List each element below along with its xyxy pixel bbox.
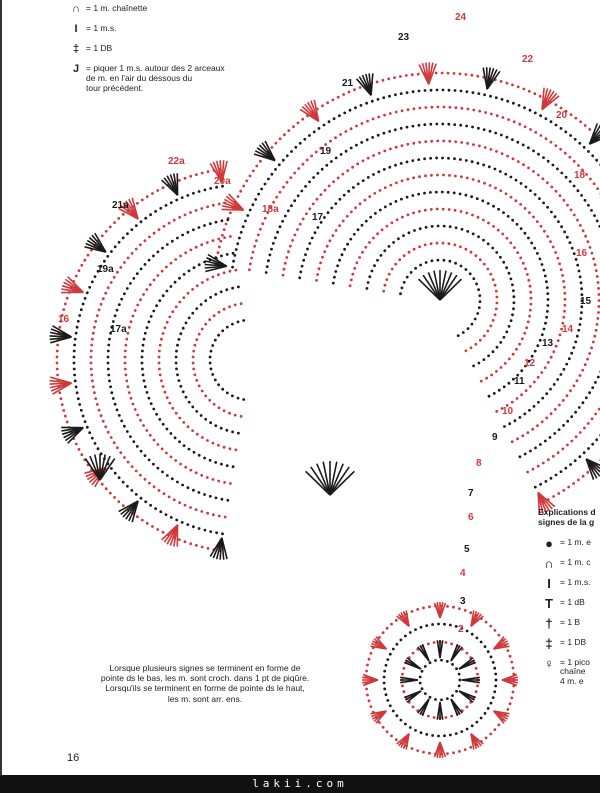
stitch-fan bbox=[306, 461, 355, 495]
chain-stitch-icon: ∩ bbox=[544, 555, 554, 571]
round-label: 4 bbox=[460, 568, 466, 579]
round-label: 15 bbox=[580, 296, 592, 307]
stitch-fan bbox=[418, 644, 429, 661]
chain-stitch-icon: ∩ bbox=[72, 3, 80, 15]
round-label: 5 bbox=[464, 544, 470, 555]
stitch-fan bbox=[404, 691, 421, 702]
stitch-fan bbox=[435, 602, 446, 618]
legend-text: = 1 dB bbox=[560, 596, 585, 607]
legend-item bbox=[68, 64, 225, 93]
stitch-fan bbox=[419, 62, 436, 84]
legend-item bbox=[68, 24, 225, 34]
double-crochet-icon: ‡ bbox=[72, 43, 80, 55]
stitch-fan bbox=[162, 525, 178, 547]
stitch-fan bbox=[437, 702, 442, 720]
stitch-fan bbox=[462, 677, 480, 682]
stitch-fan bbox=[590, 124, 600, 145]
legend-text: = 1 DB bbox=[86, 43, 113, 53]
stitch-fan bbox=[400, 677, 418, 682]
round-label: 21a bbox=[112, 200, 129, 211]
round-label: 6 bbox=[468, 512, 474, 523]
chain-row bbox=[365, 605, 516, 756]
instruction-note: Lorsque plusieurs signes se terminent en forme de pointe ds le bas, les m. sont croch. dans 1 pt de piqûre. Lorsqu'ils se terminent en forme de pointe ds le haut, les m. sont arr. ens. bbox=[100, 663, 310, 704]
round-label: 22 bbox=[522, 54, 534, 65]
round-label: 22a bbox=[168, 156, 185, 167]
round-label: 8 bbox=[476, 458, 482, 469]
stitch-fan bbox=[471, 734, 483, 750]
stitch-fan bbox=[435, 742, 446, 758]
legend-item bbox=[538, 595, 600, 611]
round-label: 17 bbox=[312, 212, 324, 223]
legend-text: = 1 m.s. bbox=[86, 23, 117, 33]
chain-row bbox=[265, 123, 600, 459]
legend-item bbox=[538, 615, 600, 631]
legend-text: = piquer 1 m.s. autour des 2 arceaux de m. en l'air du dessous du tour précédent. bbox=[86, 63, 225, 93]
double-treble-icon: ‡ bbox=[545, 635, 553, 651]
stitch-fan bbox=[362, 675, 378, 686]
page-number: 16 bbox=[67, 752, 80, 764]
stitch-fan bbox=[61, 427, 83, 443]
stitch-fan bbox=[210, 538, 227, 560]
stitch-fan bbox=[451, 699, 462, 716]
chain-row bbox=[209, 319, 245, 401]
round-label: 13 bbox=[542, 338, 554, 349]
treble-icon: † bbox=[545, 615, 553, 631]
round-label: 17a bbox=[110, 324, 127, 335]
legend-text: = 1 m. chaînette bbox=[86, 3, 148, 13]
chain-row bbox=[419, 659, 462, 702]
stitch-fan bbox=[397, 734, 409, 750]
stitch-fan bbox=[254, 141, 275, 161]
round-label: 7 bbox=[468, 488, 474, 499]
round-label: 20a bbox=[214, 176, 231, 187]
legend-right bbox=[538, 508, 600, 696]
stitch-fan bbox=[459, 658, 476, 669]
round-label: 24 bbox=[455, 12, 467, 23]
stitch-fan bbox=[119, 501, 138, 522]
legend-title: Explications d signes de la g bbox=[538, 508, 596, 527]
stitch-fan bbox=[471, 611, 483, 627]
stitch-fan bbox=[502, 675, 518, 686]
stitch-fan bbox=[459, 691, 476, 702]
round-label: 16 bbox=[58, 314, 70, 325]
round-label: 19 bbox=[320, 146, 332, 157]
round-label: 10 bbox=[502, 406, 514, 417]
stitch-fan bbox=[404, 658, 421, 669]
legend-item bbox=[538, 555, 600, 571]
stitch-fan bbox=[494, 711, 510, 723]
hook-under-arch-icon: J bbox=[72, 63, 80, 75]
legend-text: = 1 m. e bbox=[560, 536, 591, 547]
round-label: 18a bbox=[262, 204, 279, 215]
chart-body bbox=[50, 62, 600, 758]
legend-item bbox=[68, 4, 225, 14]
chain-row bbox=[231, 89, 600, 489]
stitch-fan bbox=[418, 699, 429, 716]
single-crochet-icon: I bbox=[74, 23, 78, 35]
stitch-fan bbox=[61, 277, 83, 293]
legend-left bbox=[68, 4, 225, 103]
chain-row bbox=[141, 252, 235, 468]
stitch-fan bbox=[419, 270, 462, 300]
round-label: 14 bbox=[562, 324, 574, 335]
legend-item bbox=[538, 635, 600, 651]
round-label: 2 bbox=[458, 624, 464, 635]
single-crochet-icon: I bbox=[547, 575, 551, 591]
round-label: 3 bbox=[460, 596, 466, 607]
round-label: 12 bbox=[524, 358, 536, 369]
round-label: 23 bbox=[398, 32, 410, 43]
legend-item bbox=[538, 575, 600, 591]
site-footer: lakii.com bbox=[0, 775, 600, 793]
chain-row bbox=[124, 235, 232, 485]
stitch-fan bbox=[371, 711, 387, 723]
round-label: 11 bbox=[514, 376, 525, 387]
chain-row bbox=[90, 202, 227, 519]
stitch-fan bbox=[371, 637, 387, 649]
legend-text: = 1 m. c bbox=[560, 556, 591, 567]
legend-text: = 1 m.s. bbox=[560, 576, 591, 587]
stitch-fan bbox=[357, 73, 373, 95]
stitch-fan bbox=[451, 644, 462, 661]
stitch-fan bbox=[162, 173, 178, 195]
stitch-fan bbox=[542, 88, 559, 110]
legend-text: = 1 B bbox=[560, 616, 581, 627]
round-label: 19a bbox=[97, 264, 114, 275]
legend-item bbox=[68, 44, 225, 54]
legend-item bbox=[538, 655, 600, 687]
slip-stitch-icon: ● bbox=[545, 535, 553, 551]
round-label: 20 bbox=[556, 110, 568, 121]
stitch-fan bbox=[483, 67, 500, 89]
chain-row bbox=[158, 269, 238, 452]
stitch-fan bbox=[85, 454, 114, 480]
round-labels bbox=[58, 12, 592, 635]
chain-row bbox=[56, 168, 222, 552]
chain-row bbox=[192, 302, 243, 417]
legend-text: = 1 DB bbox=[560, 636, 587, 647]
round-label: 21 bbox=[342, 78, 354, 89]
chain-row bbox=[214, 72, 600, 504]
legend-text: = 1 pico chaîne 4 m. e bbox=[560, 656, 591, 687]
stitch-fan bbox=[494, 637, 510, 649]
round-label: 9 bbox=[492, 432, 498, 443]
round-label: 16 bbox=[576, 248, 588, 259]
legend-item bbox=[538, 535, 600, 551]
stitch-fan bbox=[437, 640, 442, 658]
stitch-fan bbox=[397, 611, 409, 627]
picot-icon: ♀ bbox=[544, 655, 554, 671]
half-treble-icon: T bbox=[545, 595, 553, 611]
round-label: 18 bbox=[574, 170, 586, 181]
chain-row bbox=[383, 623, 498, 738]
